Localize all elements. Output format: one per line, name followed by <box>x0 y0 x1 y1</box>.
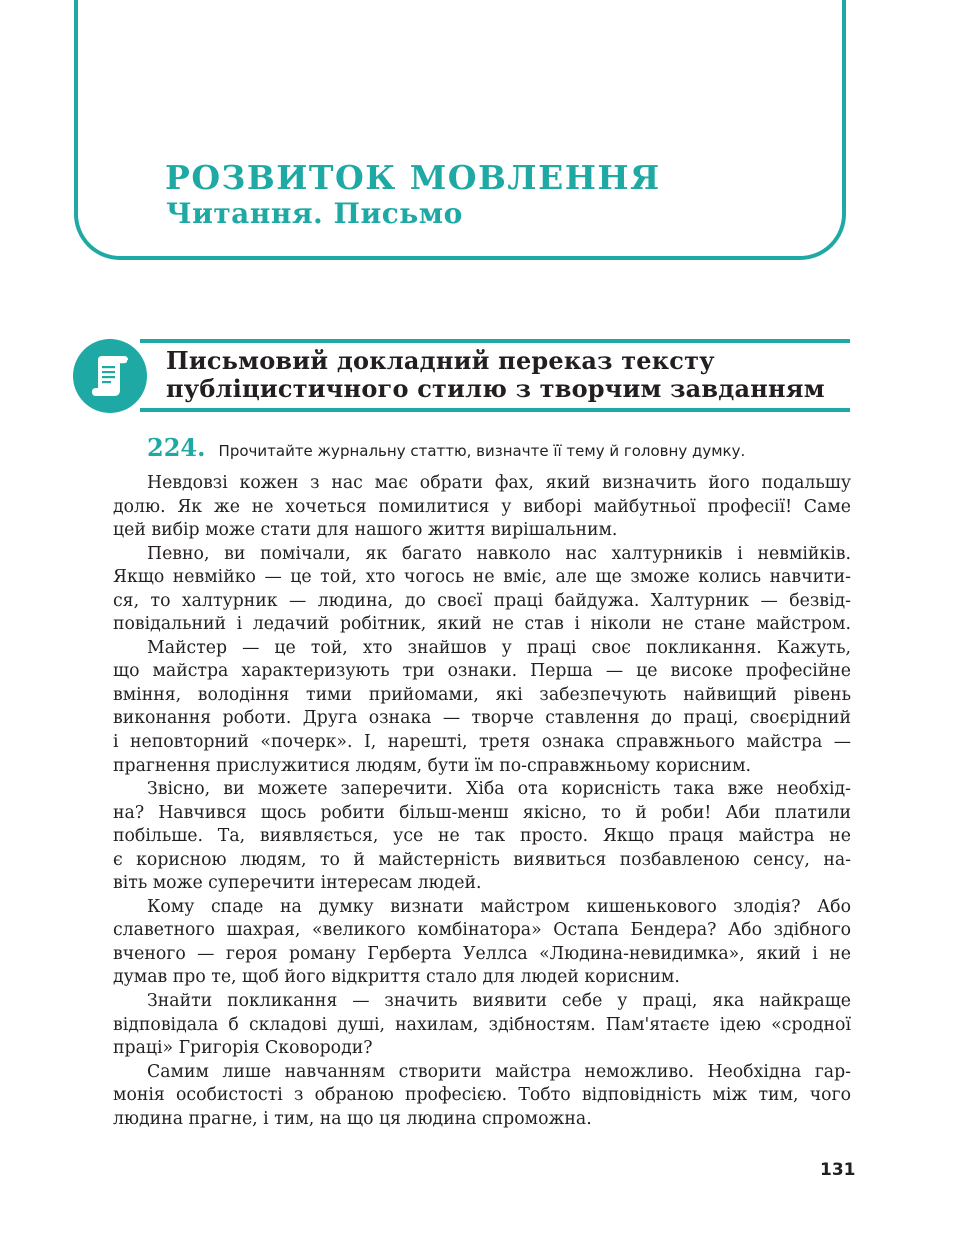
article-line: цей вибір може стати для нашого життя вирішальним. <box>113 520 618 541</box>
article-line: Самим лише навчанням створити майстра неможливо. Необхідна гар- <box>147 1061 851 1082</box>
article-line: повідальний і ледачий робітник, який не став і ніколи не стане майстром. <box>113 614 851 635</box>
page-number: 131 <box>820 1160 856 1180</box>
article-line: долю. Як же не хочеться помилитися у виборі майбутньої професії! Саме <box>113 496 851 517</box>
section-subtitle: Читання. Письмо <box>166 197 463 230</box>
article-text <box>113 472 851 1131</box>
article-line: виконання роботи. Друга ознака — творче ставлення до праці, своєрідний <box>113 708 851 729</box>
exercise-heading <box>147 433 745 462</box>
exercise-number: 224. <box>147 433 206 462</box>
article-line: є корисною людям, то й майстерність виявиться позбавленою сенсу, на- <box>113 849 851 870</box>
article-line: Звісно, ви можете заперечити. Хіба ота корисність така вже необхід- <box>147 779 851 800</box>
article-line: віть може суперечити інтересам людей. <box>113 873 482 894</box>
article-line: відповідала б складові душі, нахилам, здібностям. Пам'ятаєте ідею «сродної <box>113 1014 851 1035</box>
topic-title-line-2: публіцистичного стилю з творчим завданням <box>166 374 825 403</box>
article-line: побільше. Та, виявляється, усе не так просто. Якщо праця майстра не <box>113 826 851 847</box>
article-line: ся, то халтурник — людина, до своєї праці байдужа. Халтурник — безвід- <box>113 590 851 611</box>
article-line: що майстра характеризують три ознаки. Перша — це високе професійне <box>113 661 851 682</box>
article-line: Майстер — це той, хто знайшов у праці своє покликання. Кажуть, <box>147 637 851 658</box>
article-line: славетного шахрая, «великого комбінатора» Остапа Бендера? Або здібного <box>113 920 851 941</box>
topic-icon-badge <box>73 339 147 413</box>
article-line: і неповторний «почерк». І, нарешті, третя ознака справжнього майстра — <box>113 732 851 753</box>
article-line: Кому спаде на думку визнати майстром кишенькового злодія? Або <box>147 896 851 917</box>
article-line: вченого — героя роману Герберта Уеллса «Людина-невидимка», який і не <box>113 943 851 964</box>
topic-rule-bottom <box>140 408 850 412</box>
article-line: праці» Григорія Сковороди? <box>113 1038 373 1059</box>
scroll-icon <box>90 354 132 398</box>
article-line: Певно, ви помічали, як багато навколо нас халтурників і невмійків. <box>147 543 851 564</box>
article-line: монія особистості з обраною професією. Тобто відповідність між тим, чого <box>113 1085 851 1106</box>
article-line: Знайти покликання — значить виявити себе у праці, яка найкраще <box>147 991 851 1012</box>
article-line: Якщо невмійко — це той, хто чогось не вміє, але ще зможе колись навчити- <box>113 567 851 588</box>
article-line: на? Навчився щось робити більш-менш якісно, то й роби! Аби платили <box>113 802 851 823</box>
article-line: вміння, володіння тими прийомами, які забезпечують найвищий рівень <box>113 684 851 705</box>
section-title: РОЗВИТОК МОВЛЕННЯ <box>165 158 661 197</box>
topic-title <box>166 347 856 403</box>
article-line: прагнення прислужитися людям, бути їм по-справжньому корисним. <box>113 755 752 776</box>
topic-title-line-1: Письмовий докладний переказ тексту <box>166 346 715 375</box>
topic-rule-top <box>140 339 850 343</box>
exercise-task: Прочитайте журнальну статтю, визначте її тему й головну думку. <box>218 442 746 460</box>
article-line: думав про те, щоб його відкриття стало для людей корисним. <box>113 967 680 988</box>
article-line: Невдовзі кожен з нас має обрати фах, який визначить його подальшу <box>147 473 851 493</box>
article-line: людина прагне, і тим, на що ця людина спроможна. <box>113 1108 592 1129</box>
